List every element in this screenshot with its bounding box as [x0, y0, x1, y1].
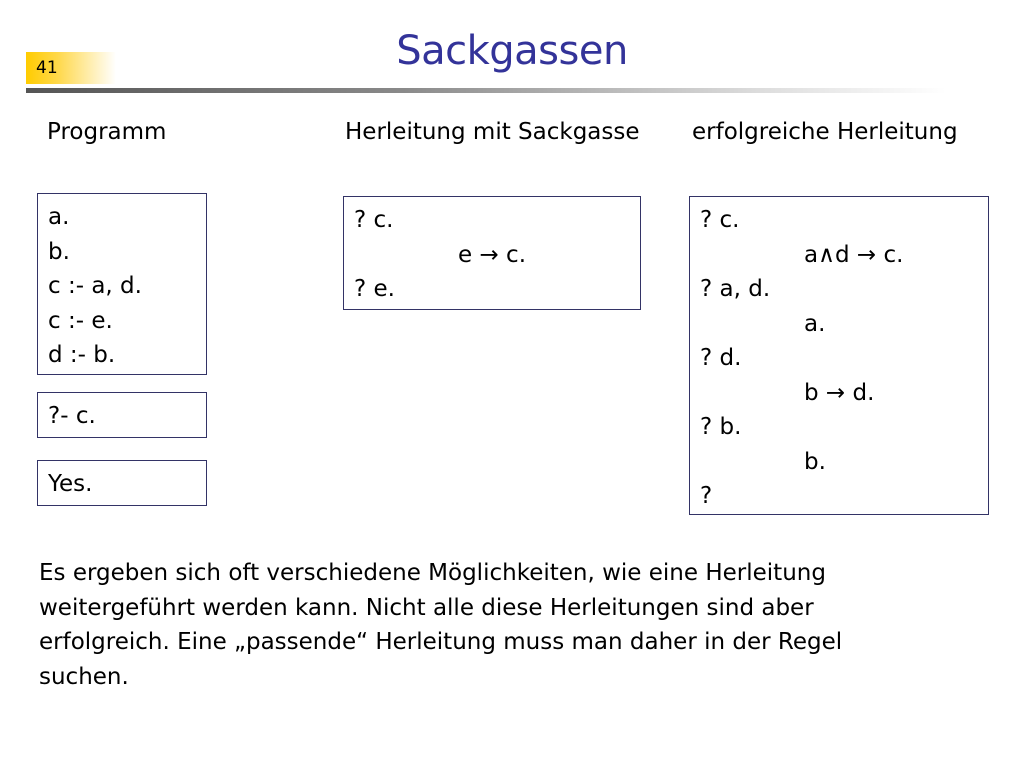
program-line: c :- e.: [48, 307, 113, 334]
step-conclusion: c.: [876, 241, 904, 268]
explanation-paragraph: Es ergeben sich oft verschiedene Möglichkeiten, wie eine Herleitung weitergeführt werden kann. Nicht alle diese Herleitungen sind aber erfolgreich. Eine „passende“ Herleitung muss man daher in der Regel suchen.: [39, 560, 843, 690]
derivation-step: b.: [804, 448, 826, 475]
program-box: [37, 193, 207, 375]
dead-end-derivation-box: [343, 196, 641, 310]
derivation-line: ? e.: [354, 276, 395, 302]
program-line: c :- a, d.: [48, 273, 142, 299]
slide-title: Sackgassen: [396, 28, 628, 74]
query-text: ?- c.: [48, 403, 96, 429]
step-premise: e: [458, 241, 480, 268]
implication-arrow-icon: →: [479, 241, 499, 268]
slide-number: 41: [26, 52, 116, 84]
step-premise-a: a: [804, 241, 819, 268]
logical-and-icon: ∧: [818, 241, 835, 268]
step-premise-d: d: [834, 241, 857, 268]
derivation-step: a.: [804, 310, 826, 337]
heading-successful-derivation: erfolgreiche Herleitung: [692, 119, 958, 145]
derivation-line: ? c.: [700, 207, 740, 233]
step-premise: b: [804, 379, 826, 406]
derivation-line: ? b.: [700, 414, 742, 440]
derivation-line: ? d.: [700, 345, 742, 371]
derivation-step: [354, 238, 640, 273]
derivation-line: ? c.: [354, 207, 394, 233]
heading-dead-end: Herleitung mit Sackgasse: [345, 119, 640, 145]
program-line: b.: [48, 238, 70, 265]
query-box: [37, 392, 207, 438]
program-line: d :- b.: [48, 342, 116, 368]
program-line: a.: [48, 204, 70, 230]
step-conclusion: d.: [845, 379, 875, 406]
heading-program: Programm: [47, 119, 167, 145]
implication-arrow-icon: →: [825, 379, 846, 406]
answer-box: [37, 460, 207, 506]
derivation-line: ?: [700, 483, 713, 509]
answer-text: Yes.: [48, 471, 93, 497]
derivation-step: [700, 376, 988, 411]
title-divider: [26, 88, 946, 93]
step-conclusion: c.: [498, 241, 527, 268]
successful-derivation-box: [689, 196, 989, 515]
derivation-step: [700, 238, 988, 273]
implication-arrow-icon: →: [856, 241, 877, 268]
derivation-line: ? a, d.: [700, 276, 771, 302]
